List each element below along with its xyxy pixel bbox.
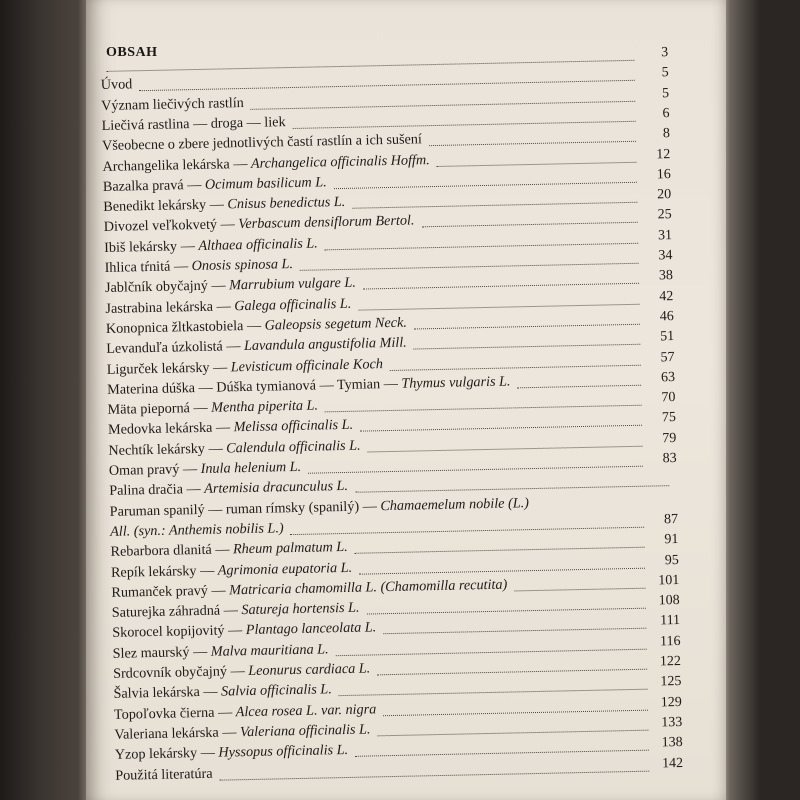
toc-entry-page-number: 8	[662, 126, 671, 142]
toc-entry-title	[103, 173, 327, 196]
toc-entry-common-name: Archangelika lekárska —	[102, 155, 252, 175]
table-of-contents	[100, 36, 685, 784]
toc-entry-page-number: 142	[661, 755, 684, 771]
toc-entry-page-number: 133	[661, 714, 683, 731]
toc-dot-leader	[517, 384, 641, 389]
toc-entry-common-name: Nechtík lekársky —	[108, 440, 227, 459]
toc-entry-latin-name: Althaea officinalis L.	[198, 235, 318, 254]
toc-entry-title	[110, 538, 348, 561]
toc-entry-page-number: 138	[661, 735, 683, 751]
toc-entry-title	[101, 94, 244, 115]
toc-entry-common-name: Jastrabina lekárska —	[105, 297, 235, 317]
toc-entry-common-name: Ligurček lekársky —	[106, 358, 231, 378]
toc-entry-latin-name: Satureja hortensis L.	[241, 599, 360, 619]
toc-entry-title	[104, 255, 293, 277]
toc-entry-latin-name: Plantago lanceolata L.	[245, 619, 377, 639]
toc-entry-title	[101, 113, 285, 135]
toc-entry-latin-name: Calendula officinalis L.	[226, 437, 361, 457]
toc-entry-title	[112, 640, 328, 663]
toc-entry-common-name: Slez maurský —	[112, 643, 211, 662]
toc-entry-common-name: Paruman spanilý — ruman rímsky (spanilý) —	[109, 497, 381, 520]
toc-entry-common-name: Konopnica žltkastobiela —	[105, 317, 265, 337]
toc-entry-page-number: 91	[664, 532, 679, 548]
toc-entry-latin-name: All. (syn.: Anthemis nobilis L.)	[109, 520, 284, 540]
toc-entry-latin-name: Leonurus cardiaca L.	[248, 660, 371, 680]
toc-entry-common-name: Valeriana lekárska —	[114, 724, 241, 743]
toc-entry-common-name: Palina dračia —	[109, 481, 205, 500]
toc-entry-page-number: 38	[658, 268, 674, 284]
toc-entry-latin-name: Chamaemelum nobile (L.)	[380, 494, 530, 514]
toc-entry-title	[115, 764, 213, 784]
toc-entry-latin-name: Galega officinalis L.	[234, 295, 352, 314]
toc-entry-latin-name: Inula helenium L.	[200, 458, 302, 477]
toc-entry-title	[109, 477, 348, 500]
toc-entry-page-number: 122	[659, 653, 682, 670]
toc-entry-page-number: 5	[661, 85, 670, 101]
toc-entry-title	[108, 436, 361, 459]
toc-entry-title	[111, 558, 353, 581]
toc-entry-page-number: 95	[664, 552, 680, 568]
toc-entry-common-name: Oman pravý —	[108, 460, 201, 479]
toc-entry-latin-name: Melissa officinalis L.	[233, 417, 354, 436]
toc-entry-latin-name: Onosis spinosa L.	[191, 256, 294, 275]
toc-entry-common-name: Použitá literatúra	[115, 765, 213, 784]
toc-entry-latin-name: Alcea rosea L. var. nigra	[235, 700, 377, 720]
toc-entry-title	[107, 397, 318, 419]
toc-entry-page-number: 75	[661, 410, 677, 426]
toc-entry-latin-name: Verbascum densiflorum Bertol.	[238, 212, 415, 233]
toc-entry-common-name: Rebarbora dlanitá —	[110, 541, 234, 561]
toc-entry-common-name: Úvod	[100, 76, 133, 94]
toc-entry-latin-name: Malva mauritiana L.	[210, 641, 329, 660]
toc-entry-title	[113, 659, 371, 682]
toc-entry-page-number: 46	[659, 308, 674, 325]
toc-entry-latin-name: Hyssopus officinalis L.	[218, 742, 349, 761]
toc-entry-common-name: Medovka lekárska —	[107, 419, 234, 439]
toc-entry-page-number: 12	[656, 146, 671, 162]
toc-entry-common-name: Ihlica tŕnitá —	[104, 258, 192, 276]
toc-entry-common-name: Yzop lekársky —	[114, 744, 219, 764]
toc-entry-common-name: Liečivá rastlina — droga — liek	[101, 114, 286, 134]
toc-entry-title	[113, 681, 332, 704]
toc-entry-title	[108, 416, 353, 439]
toc-entry-page-number: 125	[660, 674, 682, 690]
toc-entry-page-number: 34	[658, 248, 673, 264]
toc-dot-leader	[429, 140, 636, 146]
toc-entry-page-number: 70	[661, 390, 676, 406]
toc-entry-page-number: 63	[660, 369, 676, 386]
toc-entry-latin-name: Thymus vulgaris L.	[401, 373, 511, 392]
toc-entry-page-number: 87	[663, 511, 679, 528]
toc-entry-common-name: Topoľovka čierna —	[113, 703, 236, 723]
toc-entry-latin-name: Agrimonia eupatoria L.	[217, 559, 353, 579]
toc-dot-leader	[437, 160, 637, 166]
toc-entry-title	[105, 294, 351, 317]
toc-entry-page-number: 20	[657, 187, 672, 203]
toc-dot-leader	[414, 323, 640, 330]
toc-entry-page-number: 16	[656, 166, 671, 183]
toc-entry-title	[114, 700, 377, 723]
toc-entry-latin-name: Cnisus benedictus L.	[227, 193, 346, 213]
toc-entry-page-number: 3	[661, 45, 669, 61]
toc-entry-page-number: 101	[658, 572, 680, 589]
toc-entry-latin-name: Matricaria chamomilla L. (Chamomilla recutita)	[229, 576, 508, 599]
toc-entry-latin-name: Galeopsis segetum Neck.	[264, 314, 408, 334]
toc-entry-page-number: 129	[660, 694, 682, 710]
toc-entry-common-name: Význam liečivých rastlín	[101, 94, 244, 114]
toc-entry-title	[112, 599, 360, 622]
toc-entry-page-number: 31	[657, 227, 673, 244]
toc-entry-common-name: Všeobecne o zbere jednotlivých častí rastlín a ich sušení	[101, 131, 423, 155]
toc-dot-leader	[422, 221, 638, 228]
toc-entry-page-number: 42	[659, 288, 674, 304]
toc-entry-page-number: 108	[658, 593, 680, 609]
toc-entry-title	[101, 76, 133, 95]
toc-entry-latin-name: Marrubium vulgare L.	[228, 274, 357, 294]
toc-entry-page-number: 51	[660, 329, 675, 345]
toc-entry-common-name: Mäta pieporná —	[107, 399, 212, 419]
toc-entry-common-name: Bazalka pravá —	[102, 176, 206, 195]
toc-entry-common-name: Skorocel kopijovitý —	[112, 622, 246, 642]
toc-entry-latin-name: Mentha piperita L.	[211, 397, 319, 416]
toc-dot-leader	[514, 586, 645, 591]
toc-entry-common-name: Benedikt lekársky —	[103, 196, 228, 216]
toc-entry-common-name: Materina dúška — Dúška tymianová — Tymian —	[106, 375, 402, 398]
toc-entry-title	[114, 720, 370, 743]
toc-entry-common-name: Saturejka záhradná —	[111, 602, 242, 621]
toc-entry-common-name: Repík lekársky —	[110, 562, 218, 581]
toc-entry-latin-name: Archangelica officinalis Hoffm.	[250, 151, 430, 172]
toc-entry-page-number: 25	[657, 207, 672, 223]
toc-entry-common-name: Levanduľa úzkolistá —	[106, 338, 245, 358]
toc-entry-title	[112, 619, 376, 643]
toc-entry-common-name: Rumanček pravý —	[111, 582, 230, 601]
toc-entry-latin-name: Lavandula angustifolia Mill.	[243, 334, 407, 355]
toc-entry-common-name: Srdcovník obyčajný —	[112, 663, 249, 682]
toc-entry-page-number: 83	[662, 451, 677, 467]
toc-entry-common-name: Jablčník obyčajný —	[104, 277, 230, 297]
toc-entry-page-number: 116	[659, 633, 681, 650]
toc-entry-latin-name: Rheum palmatum L.	[232, 539, 348, 558]
toc-entry-common-name: Šalvia lekárska —	[113, 683, 222, 703]
toc-entry-page-number: 79	[662, 430, 677, 446]
toc-dot-leader	[413, 343, 640, 350]
toc-entry-title	[103, 193, 345, 216]
toc-entry-page-number	[637, 488, 677, 489]
toc-entry-latin-name: Artemisia dracunculus L.	[204, 478, 349, 498]
toc-entry-title	[105, 274, 356, 297]
toc-entry-page-number: 111	[660, 613, 681, 629]
toc-entry-page-number: 6	[662, 105, 670, 122]
toc-entry-page-number: 5	[661, 65, 669, 81]
toc-entry-page-number: 57	[660, 349, 675, 365]
toc-entry-latin-name: Salvia officinalis L.	[220, 681, 332, 700]
toc-entry-latin-name: Levisticum officinale Koch	[230, 355, 384, 375]
toc-entry-title	[110, 519, 284, 541]
toc-entry-title	[109, 458, 302, 480]
toc-entry-title	[115, 741, 349, 764]
toc-entry-common-name: Divozel veľkokvetý —	[103, 216, 239, 236]
toc-heading: OBSAH	[106, 45, 158, 60]
toc-entry-page-number	[638, 509, 678, 510]
toc-entry-common-name: Ibiš lekársky —	[104, 237, 199, 256]
toc-entry-latin-name: Valeriana officinalis L.	[239, 721, 371, 741]
toc-entry-latin-name: Ocimum basilicum L.	[204, 174, 327, 193]
toc-entry-title	[104, 234, 318, 256]
